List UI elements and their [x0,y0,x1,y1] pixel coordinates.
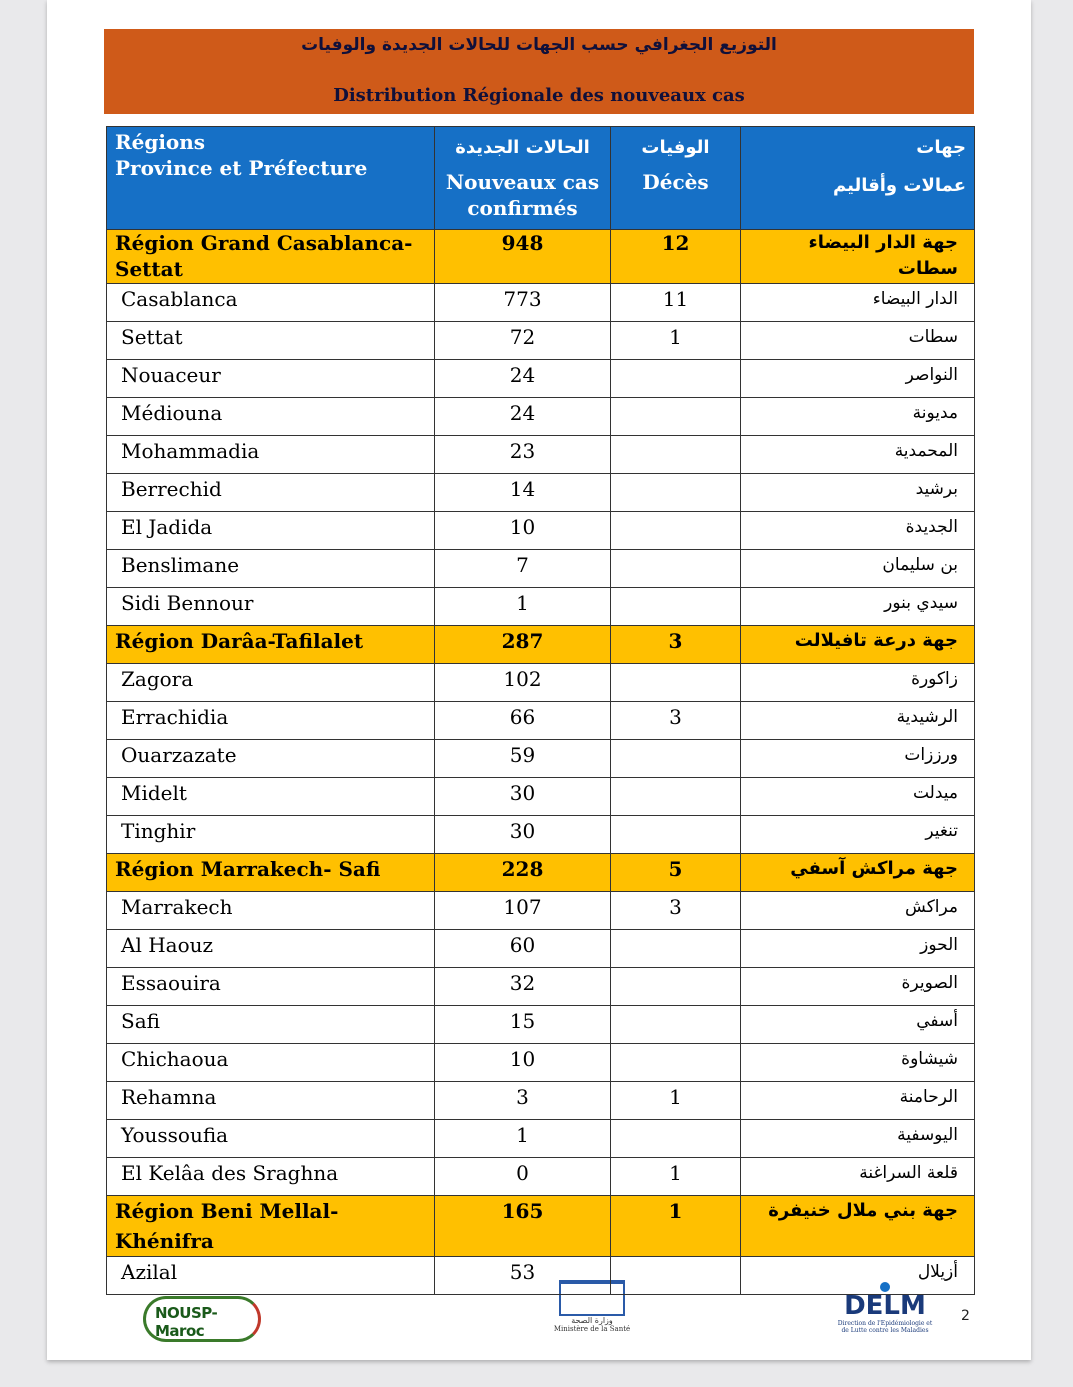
cell-name-fr: El Jadida [107,512,435,550]
delm-subtitle: Direction de l'Epidémiologie et de Lutte contre les Maladies [837,1320,933,1334]
cell-new-cases: 24 [435,398,611,436]
cell-name-fr: Médiouna [107,398,435,436]
cell-deaths [611,1257,741,1295]
cell-name-ar: النواصر [741,360,975,398]
cell-new-cases: 165 [435,1196,611,1257]
cell-deaths [611,474,741,512]
cell-name-ar: ميدلت [741,778,975,816]
cell-name-ar: سيدي بنور [741,588,975,626]
cell-name-fr: Settat [107,322,435,360]
title-french: Distribution Régionale des nouveaux cas [333,85,745,106]
cell-new-cases: 30 [435,816,611,854]
region-row [107,1196,975,1257]
ministry-label-fr: Ministère de la Santé [553,1325,631,1333]
cell-name-ar: مراكش [741,892,975,930]
header-regions-fr-line1: Régions [115,130,206,154]
cell-name-fr: Mohammadia [107,436,435,474]
cell-new-cases: 23 [435,436,611,474]
cell-deaths [611,588,741,626]
cell-deaths: 1 [611,322,741,360]
cell-name-ar: الحوز [741,930,975,968]
cell-new-cases: 10 [435,1044,611,1082]
table-row [107,1044,975,1082]
cell-name-ar: الدار البيضاء [741,284,975,322]
header-deaths-ar: الوفيات [641,137,710,158]
table-row [107,702,975,740]
distribution-table [106,126,975,1295]
cell-name-fr: Berrechid [107,474,435,512]
cell-new-cases: 287 [435,626,611,664]
table-row [107,1120,975,1158]
table-row [107,778,975,816]
cell-name-fr: Casablanca [107,284,435,322]
cell-deaths [611,1044,741,1082]
cell-deaths: 3 [611,702,741,740]
cell-name-fr: Safi [107,1006,435,1044]
table-row [107,360,975,398]
cell-deaths [611,512,741,550]
header-regions-fr-line2: Province et Préfecture [115,156,368,180]
cell-name-fr: Essaouira [107,968,435,1006]
region-row [107,626,975,664]
cell-deaths [611,816,741,854]
nousp-logo [143,1288,261,1340]
cell-name-fr: Marrakech [107,892,435,930]
table-row [107,322,975,360]
region-row [107,854,975,892]
cell-deaths: 5 [611,854,741,892]
cell-new-cases: 1 [435,1120,611,1158]
cell-name-fr: Rehamna [107,1082,435,1120]
cell-name-ar: الجديدة [741,512,975,550]
cell-name-fr: Benslimane [107,550,435,588]
header-new-cases-ar: الحالات الجديدة [455,137,590,158]
table-row [107,1158,975,1196]
cell-name-ar: أسفي [741,1006,975,1044]
cell-new-cases: 3 [435,1082,611,1120]
cell-new-cases: 7 [435,550,611,588]
cell-deaths [611,778,741,816]
cell-name-fr: Ouarzazate [107,740,435,778]
table-row [107,398,975,436]
cell-deaths [611,1120,741,1158]
cell-name-fr: El Kelâa des Sraghna [107,1158,435,1196]
table-row [107,930,975,968]
cell-deaths: 3 [611,626,741,664]
header-deaths-fr: Décès [642,170,709,194]
cell-name-ar: جهة درعة تافيلالت [741,626,975,664]
cell-deaths: 3 [611,892,741,930]
cell-name-ar: الرحامنة [741,1082,975,1120]
cell-name-ar: برشيد [741,474,975,512]
header-new-cases-fr: Nouveaux cas confirmés [445,170,600,220]
table-row [107,512,975,550]
cell-new-cases: 15 [435,1006,611,1044]
delm-label: DELM [844,1291,926,1321]
cell-new-cases: 228 [435,854,611,892]
cell-name-fr: Nouaceur [107,360,435,398]
header-regions-ar [741,127,975,230]
cell-new-cases: 53 [435,1257,611,1295]
cell-name-fr: Région Grand Casablanca-Settat [107,230,435,284]
cell-name-ar: جهة مراكش آسفي [741,854,975,892]
cell-deaths [611,930,741,968]
cell-deaths [611,398,741,436]
table-row [107,474,975,512]
cell-name-ar: تنغير [741,816,975,854]
cell-deaths: 1 [611,1158,741,1196]
cell-new-cases: 948 [435,230,611,284]
cell-new-cases: 60 [435,930,611,968]
cell-new-cases: 10 [435,512,611,550]
cell-name-fr: Sidi Bennour [107,588,435,626]
cell-name-ar: جهة بني ملال خنيفرة [741,1196,975,1257]
cell-name-fr: Zagora [107,664,435,702]
table-row [107,1257,975,1295]
cell-new-cases: 24 [435,360,611,398]
table-row [107,1006,975,1044]
table-row [107,284,975,322]
header-new-cases [435,127,611,230]
cell-name-fr: Errachidia [107,702,435,740]
cell-name-fr: Al Haouz [107,930,435,968]
cell-name-fr: Chichaoua [107,1044,435,1082]
cell-deaths [611,550,741,588]
cell-name-ar: شيشاوة [741,1044,975,1082]
cell-new-cases: 66 [435,702,611,740]
cell-new-cases: 59 [435,740,611,778]
cell-deaths [611,740,741,778]
cell-new-cases: 102 [435,664,611,702]
cell-name-ar: قلعة السراغنة [741,1158,975,1196]
cell-deaths [611,360,741,398]
table-row [107,664,975,702]
table-row [107,740,975,778]
table-row [107,588,975,626]
table-row [107,892,975,930]
table-row [107,968,975,1006]
table-row [107,816,975,854]
cell-name-fr: Région Marrakech- Safi [107,854,435,892]
cell-new-cases: 773 [435,284,611,322]
cell-name-ar: أزيلال [741,1257,975,1295]
cell-name-ar: الرشيدية [741,702,975,740]
ministry-label-ar: وزارة الصحة [571,1316,613,1325]
cell-new-cases: 30 [435,778,611,816]
cell-name-fr: Région Beni Mellal- Khénifra [107,1196,435,1257]
header-regions-ar-line1: جهات [916,137,966,158]
cell-new-cases: 107 [435,892,611,930]
cell-name-fr: Youssoufia [107,1120,435,1158]
cell-name-fr: Azilal [107,1257,435,1295]
cell-deaths: 11 [611,284,741,322]
cell-new-cases: 1 [435,588,611,626]
cell-name-ar: الصويرة [741,968,975,1006]
title-banner [104,29,974,114]
cell-deaths [611,968,741,1006]
cell-new-cases: 72 [435,322,611,360]
cell-name-fr: Tinghir [107,816,435,854]
cell-name-ar: مديونة [741,398,975,436]
cell-name-ar: ورززات [741,740,975,778]
cell-name-ar: المحمدية [741,436,975,474]
title-arabic: التوزيع الجغرافي حسب الجهات للحالات الجديدة والوفيات [301,35,777,55]
cell-name-ar: اليوسفية [741,1120,975,1158]
cell-deaths [611,1006,741,1044]
cell-new-cases: 32 [435,968,611,1006]
table-row [107,1082,975,1120]
header-regions-fr [107,127,435,230]
nousp-label: NOUSP-Maroc [155,1304,218,1340]
table-body [107,230,975,1295]
header-deaths [611,127,741,230]
cell-new-cases: 14 [435,474,611,512]
cell-name-ar: سطات [741,322,975,360]
table-header-row [107,127,975,230]
page-number: 2 [961,1308,970,1324]
cell-name-ar: جهة الدار البيضاء سطات [741,230,975,284]
header-regions-ar-line2: عمالات وأقاليم [832,175,966,196]
cell-name-ar: بن سليمان [741,550,975,588]
cell-deaths [611,664,741,702]
cell-name-ar: زاكورة [741,664,975,702]
cell-deaths: 1 [611,1082,741,1120]
cell-name-fr: Région Darâa-Tafilalet [107,626,435,664]
cell-deaths: 1 [611,1196,741,1257]
region-row [107,230,975,284]
cell-deaths [611,436,741,474]
table-row [107,436,975,474]
cell-new-cases: 0 [435,1158,611,1196]
cell-deaths: 12 [611,230,741,284]
table-row [107,550,975,588]
cell-name-fr: Midelt [107,778,435,816]
